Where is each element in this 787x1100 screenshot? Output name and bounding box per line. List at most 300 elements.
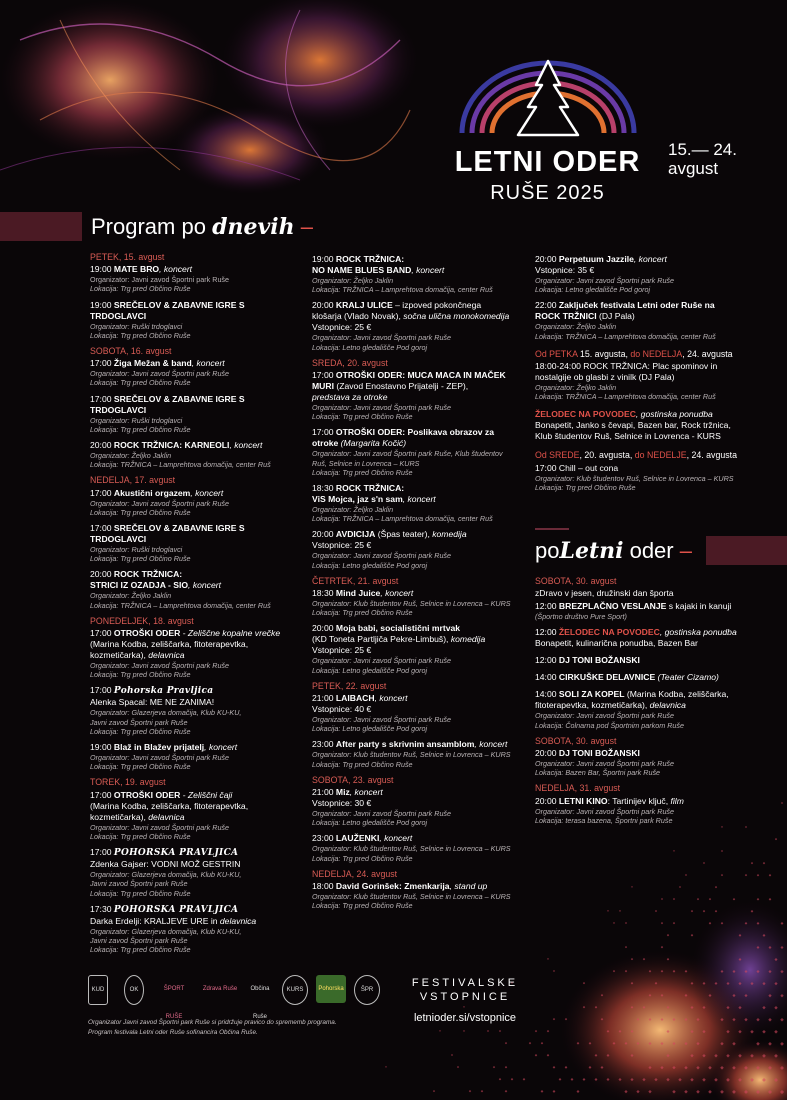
decorative-dot	[768, 1042, 772, 1046]
tickets-block	[400, 976, 530, 1024]
event-time: 19:00	[90, 742, 114, 753]
event-detail: (Marina Kodba, zeliščarka, fitoterapevtka,	[90, 800, 249, 811]
event-name: OTROŠKI ODER: MUCA MACA IN MAČEK	[335, 370, 506, 381]
event-organizer: Organizator: Javni zavod Športni park Ruše	[535, 759, 675, 769]
event-location: Lokacija: Trg pred Občino Ruše	[90, 670, 191, 680]
event-organizer: Organizator: Željko Jaklin	[535, 383, 617, 393]
decorative-dot	[541, 1090, 544, 1093]
event-name: SOLI ZA KOPEL	[558, 689, 625, 700]
decorative-dot	[565, 1018, 567, 1020]
decorative-dot	[751, 910, 754, 913]
decorative-dot	[750, 982, 753, 985]
event-desc: , koncert	[402, 494, 436, 505]
event-time: 20:00	[312, 300, 336, 311]
decorative-dot	[708, 1090, 712, 1094]
event-desc: : Tartinijev ključ,	[607, 795, 671, 806]
decorative-dot	[726, 1054, 730, 1058]
event-name: POHORSKA PRAVLJICA	[113, 904, 239, 915]
event-desc: , koncert	[191, 358, 225, 369]
decorative-dot	[589, 1066, 592, 1069]
event-desc: , koncert	[204, 742, 238, 753]
event	[535, 349, 745, 402]
event-type: sočna ulična monokomedija	[403, 311, 510, 322]
event-location: Lokacija: Bazen Bar, Športni park Ruše	[535, 768, 661, 778]
event-name: POHORSKA PRAVLJICA	[113, 848, 239, 859]
event-desc: (Teater Cizamo)	[655, 672, 719, 683]
day-heading: NEDELJA, 24. avgust	[312, 868, 398, 879]
day-heading: PETEK, 22. avgust	[312, 680, 387, 691]
event-desc: , koncert	[190, 487, 224, 498]
decorative-dot	[499, 1030, 501, 1032]
day-heading: SOBOTA, 30. avgust	[535, 576, 617, 586]
event	[312, 529, 530, 569]
decorative-dot	[685, 994, 688, 997]
decorative-dot	[738, 1078, 742, 1082]
event-price: Vstopnice: 35 €	[535, 265, 595, 275]
sponsor-logo: KUD	[88, 975, 108, 1005]
decorative-dot	[691, 1006, 694, 1009]
event-organizer: Organizator: Javni zavod Športni park Ruše	[312, 656, 452, 666]
event-detail: (Zavod Enostavno Prijatelji - ZEP),	[333, 381, 469, 392]
decorative-dot	[702, 1054, 705, 1057]
event-organizer: Organizator: Željko Jaklin	[535, 322, 617, 332]
event-desc: , koncert	[474, 739, 508, 750]
event-detail: 17:00 Chill – out cona	[535, 462, 619, 473]
event-location: Lokacija: Letno gledališče Pod gorој	[312, 665, 428, 675]
event-type: delavnica	[649, 700, 686, 711]
decorative-dot	[709, 922, 711, 924]
date-month: avgust	[668, 159, 719, 178]
event-detail: klošarja (Vlado Novak),	[312, 311, 404, 322]
event	[535, 409, 745, 442]
event-name: LETNI KINO	[558, 795, 608, 806]
decorative-dot	[625, 922, 627, 924]
event-time: 17:00	[312, 370, 336, 381]
event-name: Mind Juice	[335, 588, 381, 599]
event	[312, 370, 530, 421]
decorative-dot	[721, 826, 723, 828]
decorative-dot	[547, 958, 549, 960]
event	[535, 655, 750, 666]
event-desc: , koncert	[188, 580, 222, 591]
event-detail: kozmetičarka),	[90, 650, 149, 661]
decorative-dot	[654, 1078, 657, 1081]
event	[90, 488, 302, 517]
decorative-dot	[618, 1078, 621, 1081]
decorative-dot	[684, 1018, 687, 1021]
event-time: 23:00	[312, 833, 336, 844]
decorative-dot	[660, 1066, 663, 1069]
poletni-heading-text: oder	[623, 538, 674, 563]
event-location: Lokacija: Trg pred Občino Ruše	[90, 888, 191, 898]
event-time: 20:00	[90, 440, 114, 451]
event-location: Lokacija: TRŽNICA – Lamprehtova domačija, center Ruš	[312, 514, 493, 524]
event-time: 17:00	[312, 427, 336, 438]
decorative-dot	[732, 1042, 735, 1045]
range-end: do NEDELJA	[630, 348, 683, 359]
decorative-dot	[756, 1090, 760, 1094]
decorative-dot	[768, 1066, 772, 1070]
decorative-dot	[774, 1030, 778, 1034]
event-desc: , koncert	[379, 833, 413, 844]
event	[90, 358, 302, 387]
event-organizer: Organizator: Javni zavod Športni park Ruše	[312, 333, 452, 343]
event-price: Vstopnice: 30 €	[312, 798, 372, 809]
event-desc: , stand up	[449, 881, 488, 892]
program-heading-script: dnevih	[212, 214, 295, 240]
event-name: Moja babi, socialistični mrtvak	[335, 623, 461, 634]
decorative-dot	[535, 1030, 537, 1032]
program-column-1	[90, 250, 302, 960]
decorative-dot	[696, 1042, 699, 1045]
range-start: Od PETKA	[535, 348, 578, 359]
decorative-dot	[601, 1066, 604, 1069]
program-heading	[91, 214, 313, 240]
event-time: 20:00	[90, 569, 114, 580]
decorative-dot	[684, 1090, 688, 1094]
decorative-dot	[529, 1042, 531, 1044]
event-location: Lokacija: TRŽNICA – Lamprehtova domačija, center Ruš	[535, 392, 716, 402]
decorative-dot	[720, 1066, 724, 1070]
event-organizer: Organizator: Javni zavod Športni park Ruše	[90, 369, 230, 379]
event-organizer: Organizator: Glazerjeva domačija, Klub KU-KU,	[90, 870, 242, 880]
event-name-2: MURI	[312, 381, 334, 392]
day-heading: ČETRTEK, 21. avgust	[312, 575, 399, 586]
decorative-dot	[762, 1006, 765, 1009]
event	[312, 427, 530, 477]
decorative-dot	[661, 946, 663, 948]
event-name: ROCK TRŽNICA: KARNEOLI	[113, 440, 230, 451]
decorative-dot	[613, 922, 615, 924]
event-organizer: Organizator: Glazerjeva domačija, Klub KU-KU,	[90, 926, 242, 936]
event-organizer: Organizator: Klub študentov Ruš, Selnice in Lovrenca – KURS	[312, 844, 511, 854]
decorative-dot	[720, 1090, 724, 1094]
decorative-dot	[661, 970, 664, 973]
festival-subtitle: RUŠE 2025	[490, 182, 605, 204]
event	[535, 672, 750, 683]
event-time: 19:00	[90, 299, 114, 310]
event-name: SREČELOV & ZABAVNE IGRE S TRDOGLAVCI	[90, 299, 245, 321]
decorative-dot	[630, 1078, 633, 1081]
decorative-dot	[601, 994, 603, 996]
event-type: delavnica	[148, 650, 185, 661]
event-location: Lokacija: Trg pred Občino Ruše	[312, 853, 413, 863]
event-name: Akustični orgazem	[113, 487, 191, 498]
decorative-dot	[625, 1042, 628, 1045]
day-heading: SOBOTA, 30. avgust	[535, 735, 617, 746]
event-organizer: Organizator: Javni zavod Športni park Ruše, Klub študentov	[312, 449, 503, 459]
poletni-heading-script: Letni	[559, 538, 624, 564]
event-organizer: Organizator: Javni zavod Športni park Ruše	[312, 551, 452, 561]
decorative-dot	[583, 1078, 586, 1081]
decorative-dot	[385, 1066, 387, 1068]
event-time: 17:30	[90, 903, 114, 914]
event-organizer: Javni zavod Športni park Ruše	[90, 879, 188, 889]
tickets-link[interactable]: letnioder.si/vstopnice	[413, 1012, 517, 1024]
decorative-dot	[595, 1054, 598, 1057]
day-heading: SREDA, 20. avgust	[312, 357, 388, 368]
event	[535, 588, 750, 599]
event-detail: Bonapetit, Janko s čevapi, Bazen bar, Rock tržnica,	[535, 420, 731, 431]
decorative-dot	[751, 862, 753, 864]
event-organizer: Organizator: Javni zavod Športni park Ruše	[535, 711, 675, 721]
decorative-dot	[727, 982, 730, 985]
event-location: Lokacija: TRŽNICA – Lamprehtova domačija, center Ruš	[535, 331, 716, 341]
decorative-dot	[738, 1030, 741, 1033]
decorative-dot	[673, 1018, 676, 1021]
decorative-dot	[757, 946, 760, 949]
event-time: 19:00	[90, 264, 114, 275]
event-location: Lokacija: Trg pred Občino Ruše	[535, 482, 636, 492]
decorative-dot	[577, 1090, 580, 1093]
event-name: ŽELODEC NA POVODEC	[535, 409, 636, 420]
decorative-dot	[715, 982, 718, 985]
event-detail: zDravo v jesen, družinski dan športa	[535, 588, 674, 599]
decorative-dot	[714, 1054, 717, 1057]
decorative-dot	[721, 970, 724, 973]
decorative-dot	[619, 1030, 622, 1033]
decorative-dot	[606, 1078, 609, 1081]
footer-note-line: Program festivala Letni oder Ruše sofinancira Občina Ruše.	[88, 1029, 258, 1036]
decorative-dot	[780, 1066, 784, 1070]
event-location: Lokacija: Trg pred Občino Ruše	[312, 901, 413, 911]
decorative-dot	[505, 1090, 508, 1093]
decorative-dot	[744, 994, 747, 997]
decorative-dot	[774, 958, 777, 961]
decorative-dot	[559, 1078, 562, 1081]
event-organizer: Organizator: Željko Jaklin	[90, 451, 172, 461]
festival-logo	[440, 55, 655, 215]
section-bar	[706, 536, 787, 565]
decorative-dot	[672, 1090, 675, 1093]
decorative-dot	[745, 826, 747, 828]
decorative-dot	[768, 970, 771, 973]
event-organizer: Organizator: Javni zavod Športni park Ruše	[90, 753, 230, 763]
event-name: MATE BRO	[113, 264, 160, 275]
decorative-dot	[696, 1018, 699, 1021]
event-desc: , gostinska ponudba	[635, 409, 713, 420]
event-desc: , koncert	[633, 254, 667, 264]
decorative-dot	[655, 910, 657, 912]
event-name: Perpetuum Jazzile	[558, 254, 634, 264]
decorative-dot	[631, 958, 633, 960]
event-desc: (Špas teater),	[375, 529, 433, 540]
event-organizer: Organizator: Željko Jaklin	[312, 276, 394, 285]
event-type: delavnica	[148, 811, 185, 822]
event-organizer: Organizator: Javni zavod Športni park Ruše	[90, 661, 230, 671]
decorative-dot	[703, 910, 705, 912]
event-desc: , koncert	[411, 265, 445, 275]
sponsor-logo: ŠPR	[354, 975, 380, 1005]
event-time: 17:00	[90, 523, 114, 534]
event-desc: (Marina Kodba, zeliščarka,	[624, 689, 729, 700]
decorative-dot	[703, 862, 705, 864]
event-price: Vstopnice: 40 €	[312, 704, 372, 715]
event-organizer: Organizator: Javni zavod Športni park Ruše	[535, 806, 675, 816]
decorative-dot	[726, 1030, 729, 1033]
decorative-dot	[697, 898, 699, 900]
decorative-dot	[553, 1090, 556, 1093]
decorative-dot	[774, 1054, 778, 1058]
decorative-dot	[745, 874, 747, 876]
event-time: 18:30	[312, 588, 336, 599]
decorative-dot	[744, 970, 747, 973]
decorative-dot	[553, 970, 555, 972]
event	[312, 739, 530, 768]
decorative-dot	[781, 922, 784, 925]
footer-note-line: Organizator Javni zavod Športni park Ruše si pridržuje pravico do sprememb programa.	[88, 1019, 337, 1026]
event-location: Lokacija: Letno gledališče Pod gorој	[535, 285, 651, 295]
decorative-dot	[649, 1018, 652, 1021]
event-organizer: Organizator: Glazerjeva domačija, Klub KU-KU,	[90, 708, 242, 718]
range-text: , 24. avgusta	[686, 450, 737, 461]
event-location: Lokacija: Trg pred Občino Ruše	[90, 424, 191, 434]
decorative-dot	[648, 1090, 651, 1093]
decorative-dot	[553, 1018, 555, 1020]
event-organizer: Organizator: Ruški trdoglavci	[90, 415, 183, 425]
decorative-dot	[451, 1054, 453, 1056]
event-desc: , koncert	[229, 440, 263, 451]
decorative-dot	[439, 1030, 441, 1032]
sponsor-logo: Občina Ruše	[250, 986, 270, 1020]
day-heading: PETEK, 15. avgust	[90, 252, 165, 262]
decorative-dot	[708, 1066, 712, 1070]
decorative-dot	[691, 982, 694, 985]
event-location: Lokacija: Trg pred Občino Ruše	[90, 284, 191, 294]
decorative-dot	[769, 874, 771, 876]
decorative-dot	[673, 922, 675, 924]
decorative-dot	[720, 1042, 723, 1045]
decorative-dot	[481, 1090, 483, 1092]
event-detail: Darka Erdelji: KRALJEVE URE in	[90, 915, 220, 926]
event-organizer: Organizator: Željko Jaklin	[90, 591, 172, 601]
decorative-dot	[757, 922, 760, 925]
event-time: 17:00	[90, 628, 114, 639]
event-time: 18:30	[312, 483, 336, 494]
decorative-dot	[739, 958, 742, 961]
event	[535, 627, 750, 649]
event-location: Lokacija: Trg pred Občino Ruše	[90, 378, 191, 388]
event	[535, 689, 750, 729]
event	[90, 264, 302, 293]
decorative-dot	[661, 1018, 664, 1021]
decorative-dot	[660, 1042, 663, 1045]
decorative-dot	[721, 874, 723, 876]
event-time: 20:00	[535, 254, 559, 264]
decorative-dot	[768, 1018, 771, 1021]
sponsor-logo: Pohorska	[316, 975, 346, 1003]
decorative-dot	[738, 1006, 741, 1009]
event-detail: Alenka Spacal: ME NE ZANIMA!	[90, 697, 215, 708]
event-desc: , gostinska ponudba	[659, 627, 737, 638]
decorative-dot	[637, 1018, 640, 1021]
day-heading: NEDELJA, 31. avgust	[535, 783, 621, 794]
day-heading: NEDELJA, 17. avgust	[90, 475, 176, 486]
decorative-dot	[589, 1042, 592, 1045]
event-desc: s kajaki in kanuji	[666, 601, 732, 612]
decorative-dot	[757, 874, 759, 876]
day-heading: SOBOTA, 23. avgust	[312, 774, 394, 785]
event-time: 21:00	[312, 787, 336, 798]
event-time: 20:00	[535, 748, 559, 759]
event-organizer: Organizator: Javni zavod Športni park Ruše	[312, 403, 452, 413]
event-time: 21:00	[312, 693, 336, 704]
event-detail: fitoterapevtka, kozmetičarka),	[535, 700, 650, 711]
decorative-dot	[643, 958, 645, 960]
event-location: Lokacija: TRŽNICA – Lamprehtova domačija, center Ruš	[312, 285, 493, 295]
decorative-dot	[511, 1078, 513, 1080]
decorative-dot	[738, 982, 741, 985]
footer-note	[88, 1018, 408, 1038]
event-name: LAUŽENKI	[335, 833, 380, 844]
event	[90, 394, 302, 434]
decorative-dot	[757, 898, 760, 901]
decorative-dot	[762, 1030, 766, 1034]
range-start: Od SREDE	[535, 450, 580, 461]
decorative-dot	[679, 886, 681, 888]
decorative-dot	[547, 1030, 549, 1032]
event	[312, 483, 530, 523]
event-desc: - Zeliščne kopalne vrečke	[180, 628, 281, 639]
event-location: Lokacija: Trg pred Občino Ruše	[90, 726, 191, 736]
decorative-dot	[666, 1054, 669, 1057]
event	[535, 450, 745, 492]
event-price: Vstopnice: 25 €	[312, 540, 372, 551]
event	[90, 904, 302, 955]
event-organizer: Organizator: Javni zavod Športni park Ruše	[90, 822, 230, 832]
decorative-dot	[613, 970, 615, 972]
decorative-dot	[577, 1042, 580, 1045]
event-detail: (Margarita Kočić)	[338, 438, 407, 449]
event-detail: (KD Toneta Partljiča Pekre-Limbuš),	[312, 634, 451, 645]
decorative-dot	[649, 994, 652, 997]
event-name: ROCK TRŽNICA:	[335, 254, 405, 264]
decorative-dot	[696, 1090, 700, 1094]
decorative-dot	[666, 1030, 669, 1033]
event-organizer: Organizator: Javni zavod Športni park Ruše	[535, 276, 675, 285]
decorative-dot	[499, 1078, 501, 1080]
event-organizer: Javni zavod Športni park Ruše	[90, 717, 188, 727]
event	[312, 693, 530, 733]
event-price: Vstopnice: 25 €	[312, 645, 372, 656]
event-detail: kozmetičarka),	[90, 811, 149, 822]
decorative-dot	[733, 898, 735, 900]
decorative-dot	[762, 1078, 766, 1082]
decorative-dot	[780, 1042, 784, 1046]
event-type: komedija	[450, 634, 486, 645]
decorative-dot	[709, 994, 712, 997]
decorative-dot	[661, 898, 663, 900]
decorative-dot	[685, 874, 687, 876]
decorative-dot	[721, 922, 724, 925]
decorative-dot	[541, 1042, 543, 1044]
decorative-dot	[535, 1054, 537, 1056]
decorative-dot	[649, 970, 651, 972]
event-time: 20:00	[535, 795, 559, 806]
event-name-2: otroke	[312, 438, 339, 449]
event-detail: (DJ Pala)	[596, 311, 635, 322]
decorative-dot	[463, 1030, 465, 1032]
decorative-dot	[709, 898, 711, 900]
event	[90, 742, 302, 771]
decorative-dot	[750, 1054, 754, 1058]
event-name: After party s skrivnim ansamblom	[335, 739, 475, 750]
decorative-dot	[720, 1018, 723, 1021]
decorative-dot	[762, 982, 765, 985]
event-location: Lokacija: Trg pred Občino Ruše	[90, 945, 191, 955]
event-organizer: Organizator: Klub študentov Ruš, Selnice in Lovrenca – KURS	[312, 599, 511, 609]
decorative-dot	[744, 1018, 747, 1021]
